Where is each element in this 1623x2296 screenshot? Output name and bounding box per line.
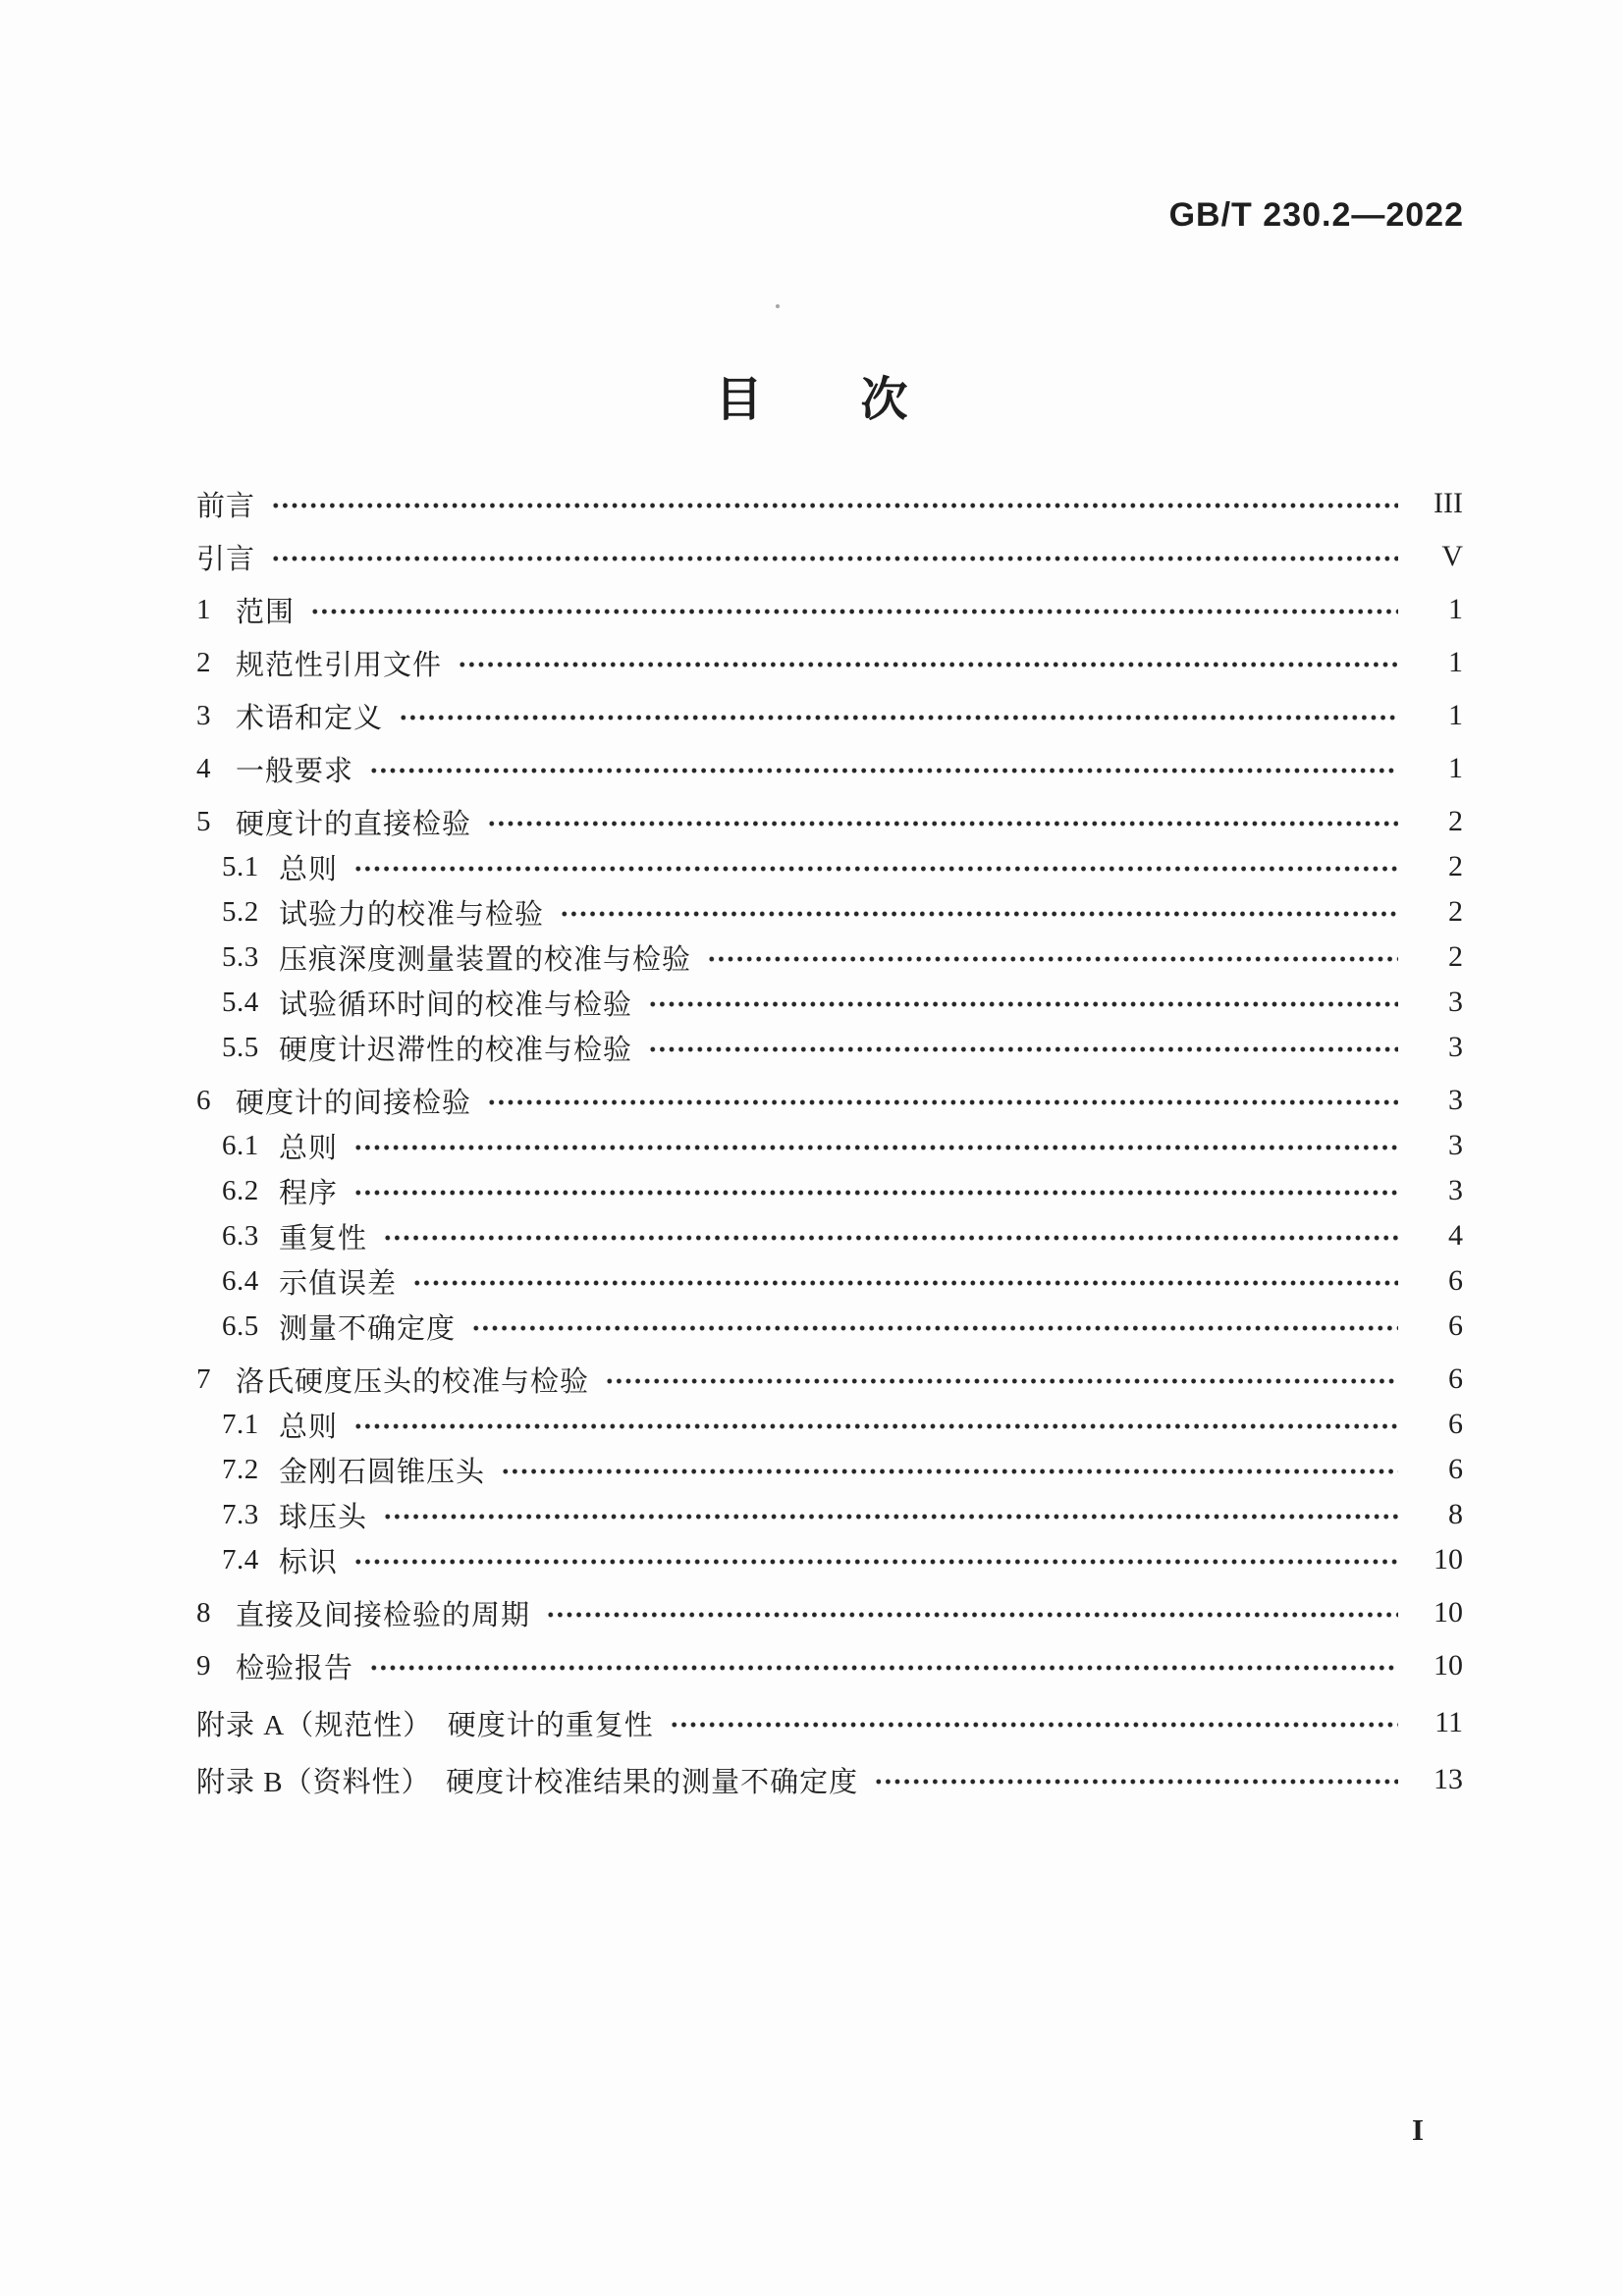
toc-entry-label: 附录 A（规范性） 硬度计的重复性 <box>196 1709 654 1741</box>
toc-entry <box>196 1258 1463 1304</box>
toc-entry-number: 5.5 <box>222 1031 259 1063</box>
toc-entry-page: 4 <box>1448 1219 1463 1252</box>
toc-dot-leader <box>353 844 1398 889</box>
toc-entry-page: 10 <box>1434 1649 1463 1682</box>
toc-entry <box>196 1700 1463 1745</box>
toc-entry-label: 规范性引用文件 <box>236 649 443 681</box>
toc-entry-number: 5.4 <box>222 986 259 1018</box>
toc-entry <box>196 693 1463 738</box>
toc-entry-label: 总则 <box>279 1132 339 1164</box>
toc-entry-number: 5 <box>196 805 211 837</box>
toc-entry-page: 2 <box>1448 850 1463 882</box>
toc-entry-label: 前言 <box>196 490 256 522</box>
toc-entry <box>196 587 1463 632</box>
toc-entry <box>196 980 1463 1025</box>
toc-entry-page: 1 <box>1448 646 1463 678</box>
toc-dot-leader <box>399 693 1398 738</box>
toc-entry-number: 6 <box>196 1084 211 1116</box>
toc-entry <box>196 481 1463 526</box>
toc-entry-label: 检验报告 <box>236 1652 354 1684</box>
toc-entry <box>196 1643 1463 1688</box>
toc-dot-leader <box>648 1025 1398 1070</box>
toc-entry <box>196 1213 1463 1258</box>
toc-entry-page: 8 <box>1448 1498 1463 1530</box>
toc-entry <box>196 1168 1463 1213</box>
toc-entry <box>196 1304 1463 1349</box>
toc-entry <box>196 1078 1463 1123</box>
toc-entry-page: 3 <box>1448 1031 1463 1063</box>
toc-entry <box>196 534 1463 579</box>
toc-entry-number: 6.4 <box>222 1264 259 1297</box>
toc-entry-page: 2 <box>1448 805 1463 837</box>
toc-entry-page: 1 <box>1448 752 1463 784</box>
scan-speck <box>776 304 780 308</box>
toc-dot-leader <box>471 1304 1398 1349</box>
toc-entry-number: 7 <box>196 1362 211 1395</box>
toc-dot-leader <box>353 1123 1398 1168</box>
toc-dot-leader <box>353 1168 1398 1213</box>
toc-entry-label: 试验力的校准与检验 <box>279 898 545 931</box>
toc-entry-number: 4 <box>196 752 211 784</box>
toc-entry-page: 6 <box>1448 1362 1463 1395</box>
toc-entry-label: 总则 <box>279 853 339 885</box>
toc-entry-label: 测量不确定度 <box>279 1312 457 1345</box>
toc-entry <box>196 889 1463 934</box>
toc-entry-number: 6.3 <box>222 1219 259 1252</box>
toc-entry-label: 标识 <box>279 1546 339 1578</box>
toc-entry <box>196 1357 1463 1402</box>
toc-entry-page: III <box>1434 487 1463 519</box>
toc-entry <box>196 640 1463 685</box>
toc-entry-number: 7.3 <box>222 1498 259 1530</box>
toc-entry-label: 试验循环时间的校准与检验 <box>279 988 633 1021</box>
toc-entry-number: 1 <box>196 593 211 625</box>
toc-entry <box>196 1492 1463 1537</box>
toc-entry-page: 10 <box>1434 1543 1463 1575</box>
toc-entry-number: 7.1 <box>222 1408 259 1440</box>
toc-entry-page: 13 <box>1434 1763 1463 1795</box>
toc-entry-label: 重复性 <box>279 1222 368 1255</box>
toc-entry-number: 9 <box>196 1649 211 1682</box>
toc-entry-label: 直接及间接检验的周期 <box>236 1599 531 1631</box>
toc-dot-leader <box>383 1492 1398 1537</box>
toc-dot-leader <box>353 1402 1398 1447</box>
toc-dot-leader <box>501 1447 1398 1492</box>
toc-entry-number: 5.3 <box>222 940 259 973</box>
toc-dot-leader <box>560 889 1398 934</box>
toc-entry-page: 10 <box>1434 1596 1463 1629</box>
toc-entry-page: 2 <box>1448 895 1463 928</box>
toc-entry-label: 硬度计的间接检验 <box>236 1087 472 1119</box>
toc-dot-leader <box>458 640 1398 685</box>
toc-entry-number: 5.2 <box>222 895 259 928</box>
footer-page-number: I <box>1411 2112 1425 2147</box>
page-title: 目 次 <box>715 372 934 428</box>
toc-entry-number: 2 <box>196 646 211 678</box>
toc-entry-label: 总则 <box>279 1411 339 1443</box>
toc-entry-page: 6 <box>1448 1408 1463 1440</box>
toc-entry-number: 7.2 <box>222 1453 259 1485</box>
toc-entry-page: V <box>1441 540 1463 572</box>
toc-dot-leader <box>648 980 1398 1025</box>
toc-entry <box>196 1757 1463 1802</box>
toc-entry-label: 球压头 <box>279 1501 368 1533</box>
toc-entry <box>196 1123 1463 1168</box>
toc-entry-label: 压痕深度测量装置的校准与检验 <box>279 943 692 976</box>
toc-entry-label: 程序 <box>279 1177 339 1209</box>
toc-entry-page: 3 <box>1448 986 1463 1018</box>
toc-dot-leader <box>271 534 1398 579</box>
toc-entry-number: 6.5 <box>222 1309 259 1342</box>
toc-entry-label: 洛氏硬度压头的校准与检验 <box>236 1365 590 1398</box>
toc-entry-label: 硬度计的直接检验 <box>236 808 472 840</box>
toc-dot-leader <box>369 746 1398 791</box>
toc-entry <box>196 1537 1463 1582</box>
toc-entry-number: 6.1 <box>222 1129 259 1161</box>
toc-entry-number: 6.2 <box>222 1174 259 1206</box>
toc-entry <box>196 1402 1463 1447</box>
toc-entry-page: 6 <box>1448 1309 1463 1342</box>
toc-dot-leader <box>383 1213 1398 1258</box>
toc-entry-label: 一般要求 <box>236 755 354 787</box>
toc-dot-leader <box>707 934 1398 980</box>
toc-entry-number: 7.4 <box>222 1543 259 1575</box>
toc-entry-label: 示值误差 <box>279 1267 398 1300</box>
toc-entry <box>196 1447 1463 1492</box>
toc-dot-leader <box>487 799 1398 844</box>
toc-entry-label: 附录 B（资料性） 硬度计校准结果的测量不确定度 <box>196 1766 859 1798</box>
toc-entry <box>196 1025 1463 1070</box>
toc-entry-page: 3 <box>1448 1174 1463 1206</box>
toc-dot-leader <box>487 1078 1398 1123</box>
toc-entry-page: 6 <box>1448 1453 1463 1485</box>
toc-entry <box>196 934 1463 980</box>
toc-dot-leader <box>874 1757 1398 1802</box>
toc-entry-label: 术语和定义 <box>236 702 384 734</box>
toc-entry-label: 硬度计迟滞性的校准与检验 <box>279 1034 633 1066</box>
toc-entry-page: 3 <box>1448 1084 1463 1116</box>
toc-entry-page: 1 <box>1448 699 1463 731</box>
toc-dot-leader <box>271 481 1398 526</box>
toc-entry <box>196 746 1463 791</box>
standard-number: GB/T 230.2—2022 <box>1168 196 1464 234</box>
toc-dot-leader <box>670 1700 1398 1745</box>
toc-dot-leader <box>605 1357 1398 1402</box>
toc-entry-page: 1 <box>1448 593 1463 625</box>
toc-entry-page: 11 <box>1434 1706 1463 1738</box>
toc-dot-leader <box>412 1258 1398 1304</box>
toc-entry-label: 范围 <box>236 596 296 628</box>
toc-entry <box>196 844 1463 889</box>
toc-dot-leader <box>546 1590 1398 1635</box>
toc-entry <box>196 799 1463 844</box>
toc-entry-number: 8 <box>196 1596 211 1629</box>
toc-entry-page: 2 <box>1448 940 1463 973</box>
toc-entry-label: 金刚石圆锥压头 <box>279 1456 486 1488</box>
toc-entry-number: 3 <box>196 699 211 731</box>
toc-entry-page: 6 <box>1448 1264 1463 1297</box>
toc-entry-page: 3 <box>1448 1129 1463 1161</box>
toc-dot-leader <box>369 1643 1398 1688</box>
toc-entry-label: 引言 <box>196 543 256 575</box>
toc-dot-leader <box>353 1537 1398 1582</box>
toc-entry <box>196 1590 1463 1635</box>
toc-dot-leader <box>310 587 1398 632</box>
toc-entry-number: 5.1 <box>222 850 259 882</box>
toc-list <box>196 481 1463 1802</box>
